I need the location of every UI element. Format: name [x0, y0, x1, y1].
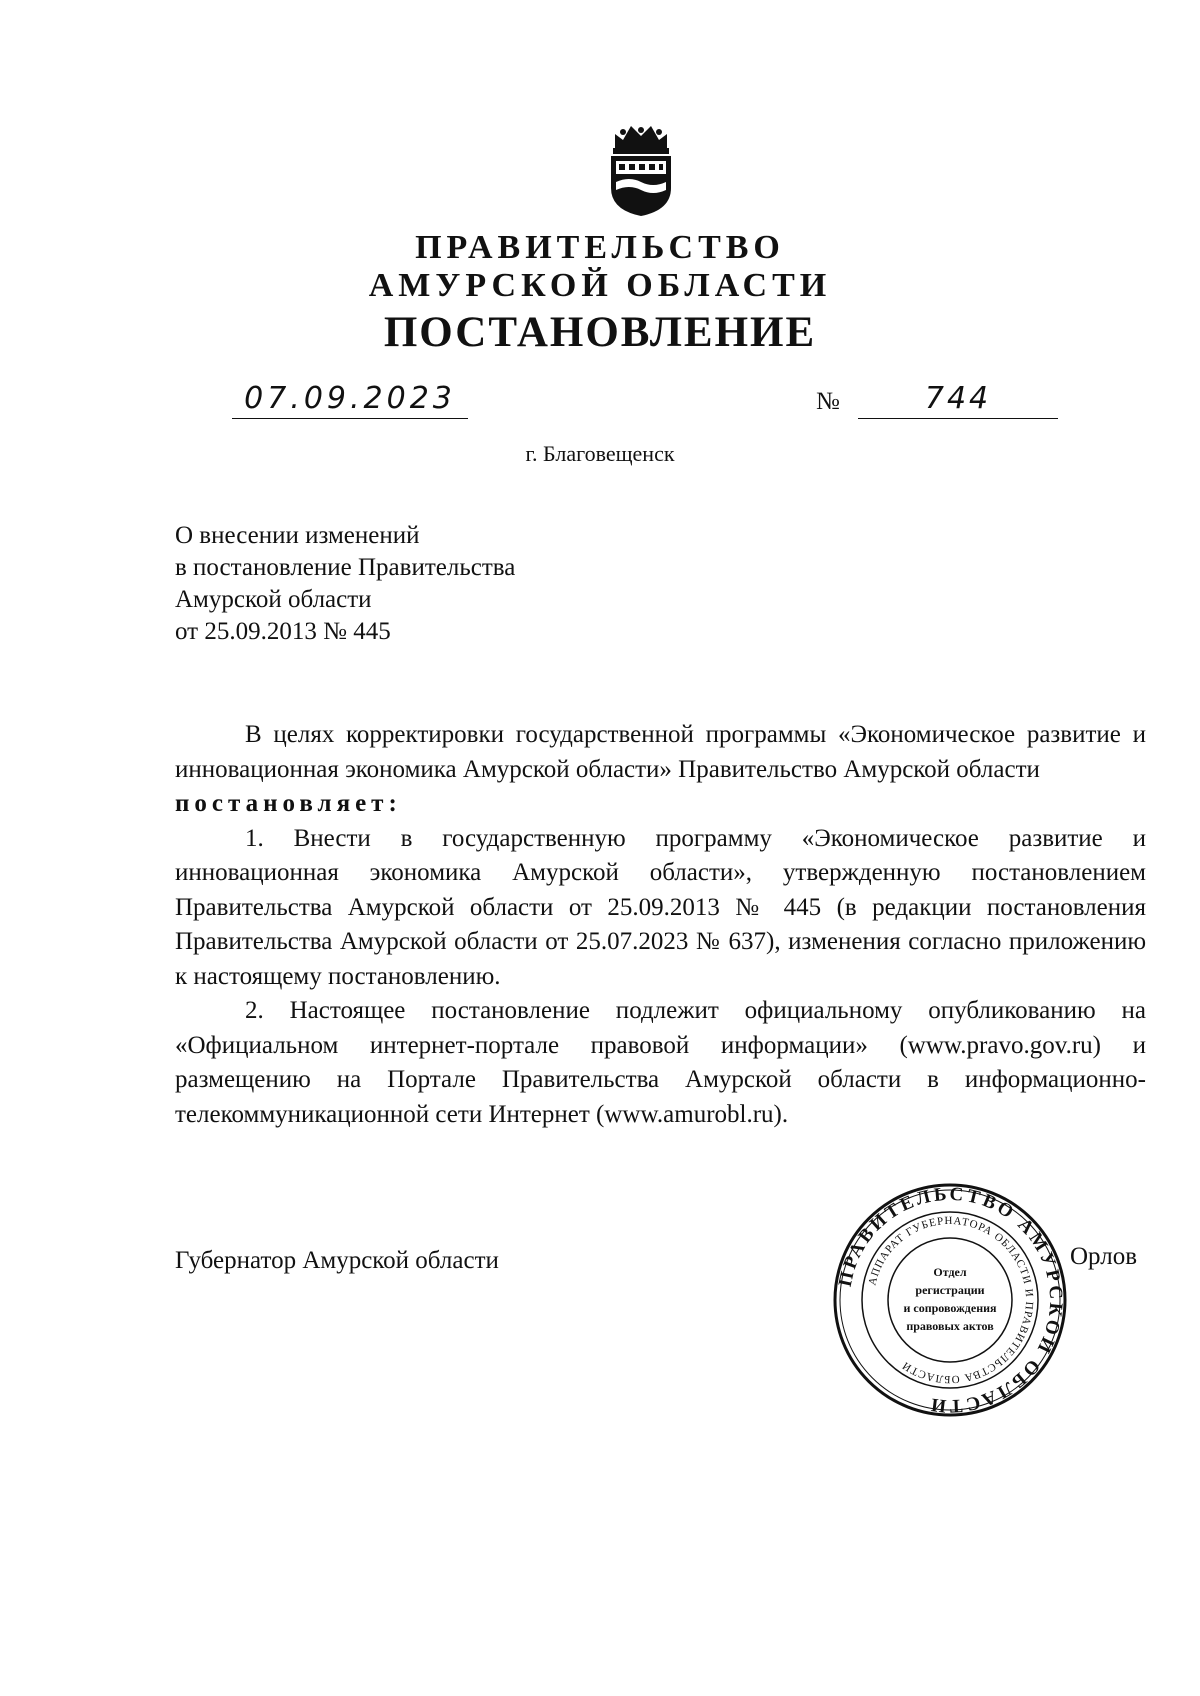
signatory-name: Орлов [1070, 1243, 1138, 1270]
document-date: 07.09.2023 [232, 380, 468, 419]
signatory-position: Губернатор Амурской области [175, 1247, 499, 1274]
document-subject [175, 520, 735, 648]
seal-center-line: регистрации [915, 1283, 985, 1297]
document-body [175, 718, 1146, 1132]
item-2-paragraph: 2. Настоящее постановление подлежит официальному опубликованию на «Официальном интернет-портале правовой информации» (www.pravo.gov.ru) и размещению на Портале Правительства Амурской области в информационно-телекоммуникационной сети Интернет (www.amurobl.ru). [175, 997, 1146, 1128]
organization-name-line-1: ПРАВИТЕЛЬСТВО [415, 229, 785, 266]
seal-inner-text: АППАРАТ ГУБЕРНАТОРА ОБЛАСТИ И ПРАВИТЕЛЬСТВА ОБЛАСТИ [866, 1214, 1036, 1386]
city-of-issue: г. Благовещенск [525, 441, 675, 466]
seal-center-line: и сопровождения [903, 1301, 997, 1315]
document-number-label: № [816, 388, 840, 415]
seal-center-line: Отдел [933, 1265, 967, 1279]
subject-line: от 25.09.2013 № 445 [175, 618, 391, 645]
document-type-title: ПОСТАНОВЛЕНИЕ [383, 309, 817, 356]
document-number: 744 [858, 380, 1058, 419]
seal-center-line: правовых актов [906, 1319, 994, 1333]
organization-name-line-2: АМУРСКОЙ ОБЛАСТИ [368, 267, 832, 304]
official-seal-stamp [830, 1180, 1070, 1420]
item-1-paragraph: 1. Внести в государственную программу «Экономическое развитие и инновационная экономика Амурской области», утвержденную постановлением Правительства Амурской области от 25.09.2013 № 445 (в редакции постановления Правительства Амурской области от 25.07.2023 № 637), изменения согласно приложению к настоящему постановлению. [175, 824, 1146, 990]
subject-line: Амурской области [175, 586, 372, 613]
subject-line: О внесении изменений [175, 522, 420, 549]
coat-of-arms-icon [601, 118, 681, 218]
decree-word: постановляет: [175, 790, 402, 817]
preamble-paragraph: В целях корректировки государственной программы «Экономическое развитие и инновационная экономика Амурской области» Правительство Амурской области [175, 721, 1146, 783]
subject-line: в постановление Правительства [175, 554, 516, 581]
seal-outer-text: ПРАВИТЕЛЬСТВО АМУРСКОЙ ОБЛАСТИ [834, 1183, 1067, 1417]
